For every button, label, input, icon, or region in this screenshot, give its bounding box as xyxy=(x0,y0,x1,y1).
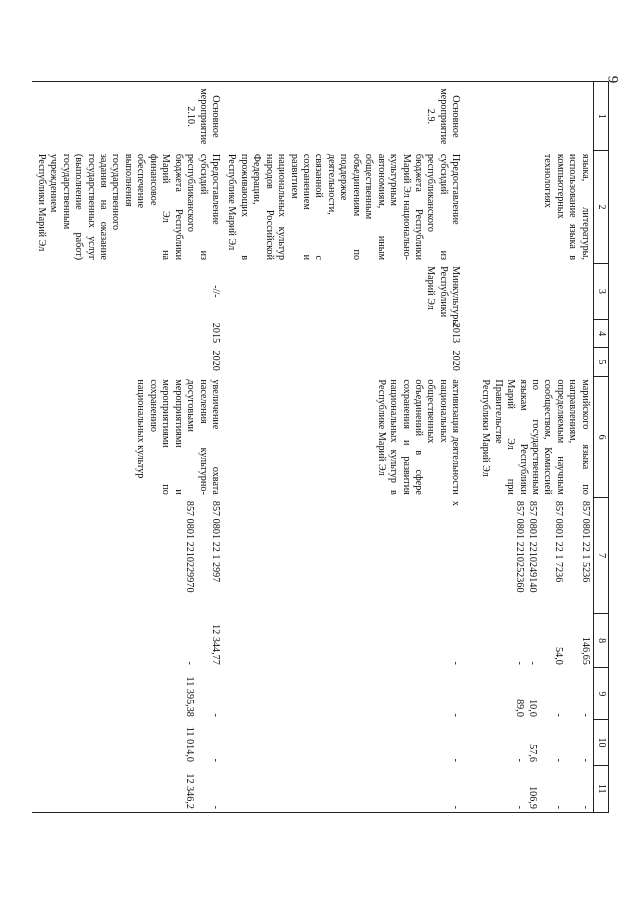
measure-description: языка, литературы, использование языка в компьютерных технологиях xyxy=(463,151,593,263)
column-header: 1 xyxy=(593,82,608,151)
budget-code: x xyxy=(450,500,462,506)
measure-number: Основное мероприятие 2.9. xyxy=(223,82,463,151)
amount-value: - xyxy=(579,713,591,717)
document-table-wrapper xyxy=(35,81,609,813)
amount-value: - xyxy=(514,758,526,762)
amount-value: - xyxy=(526,661,538,665)
table-row xyxy=(32,82,223,813)
amount-value: 89,0 xyxy=(514,699,526,717)
amount-value: - xyxy=(183,661,195,665)
amount-cell xyxy=(463,720,593,765)
amount-cell xyxy=(463,765,593,813)
amount-value: 12 346,2 xyxy=(183,773,195,809)
amount-value: - xyxy=(210,713,221,717)
column-header: 10 xyxy=(593,720,608,765)
column-header: 5 xyxy=(593,348,608,377)
amount-value: - xyxy=(579,758,591,762)
column-header: 11 xyxy=(593,765,608,813)
amount-value: - xyxy=(553,805,565,809)
end-year: 2020 xyxy=(210,350,221,371)
page-number: 9 xyxy=(604,75,621,84)
column-header: 8 xyxy=(593,614,608,668)
measure-description: Предоставление субсидий из республиканского бюджета Республики Марий Эл национально-культурным автономиям, иным общественным объединениям по поддержке деятельности, связанной с сохранением и развитием национальных культур народов Российской Федерации, проживающих в Республике Марий Эл xyxy=(226,153,462,261)
program-measures-table xyxy=(32,81,609,813)
amount-cell xyxy=(32,614,223,668)
column-header: 2 xyxy=(593,151,608,263)
amount-value: 106,9 xyxy=(526,786,538,809)
amount-value: 10,0 xyxy=(526,699,538,717)
measure-number xyxy=(463,82,593,151)
amount-value: - xyxy=(450,661,462,665)
budget-code-cell xyxy=(32,498,223,614)
budget-code: 857 0801 2210252360 xyxy=(514,500,526,593)
responsible-executor: -//- xyxy=(210,285,221,298)
amount-cell xyxy=(32,668,223,720)
end-year xyxy=(463,348,593,377)
budget-code: 857 0801 22 1 7236 xyxy=(553,500,565,583)
responsible-executor: Минкультуры Республики Марий Эл xyxy=(425,266,462,327)
measure-number: Основное мероприятие 2.10. xyxy=(32,82,223,151)
amount-value: - xyxy=(553,758,565,762)
column-header: 4 xyxy=(593,320,608,348)
amount-value: 12 344,77 xyxy=(210,624,221,665)
amount-value: - xyxy=(450,713,462,717)
budget-code-cell xyxy=(463,498,593,614)
amount-cell xyxy=(32,765,223,813)
amount-value: - xyxy=(450,758,462,762)
amount-cell xyxy=(32,720,223,765)
amount-value: 11 014,0 xyxy=(183,726,195,762)
amount-value: 57,6 xyxy=(526,744,538,762)
start-year xyxy=(463,320,593,348)
amount-value: 146,65 xyxy=(579,636,591,665)
budget-code: 857 0801 2210249140 xyxy=(526,500,538,593)
amount-cell xyxy=(463,668,593,720)
amount-value: - xyxy=(210,758,221,762)
amount-cell xyxy=(463,614,593,668)
responsible-executor xyxy=(463,263,593,320)
budget-code: 857 0801 2210229970 xyxy=(183,500,195,593)
table-row xyxy=(223,82,463,813)
start-year: 2013 xyxy=(450,322,462,344)
table-row xyxy=(463,82,593,813)
column-header: 7 xyxy=(593,498,608,614)
amount-value: - xyxy=(514,805,526,809)
budget-code: 857 0801 22 1 2997 xyxy=(210,500,221,583)
column-header: 6 xyxy=(593,376,608,497)
column-header: 3 xyxy=(593,263,608,320)
budget-code: 857 0801 22 1 5236 xyxy=(579,500,591,583)
column-header: 9 xyxy=(593,668,608,720)
amount-value: - xyxy=(210,805,221,809)
amount-value: - xyxy=(223,765,463,813)
amount-value: - xyxy=(553,713,565,717)
expected-result: активизация деятельности национальных общественных объединений в сфере сохранения и развития национальных культур в Республике Марий Эл xyxy=(375,379,462,495)
start-year: 2015 xyxy=(210,322,221,344)
end-year: 2020 xyxy=(450,350,462,371)
amount-value: 11 395,38 xyxy=(183,676,195,717)
expected-result xyxy=(463,376,593,497)
amount-value: - xyxy=(579,805,591,809)
expected-result: увеличение охвата населения культурно-досуговыми мероприятиями и мероприятиями по сохранению национальных культур xyxy=(135,379,221,495)
measure-description: Предоставление субсидий из республиканского бюджета Республики Марий Эл на финансовое обеспечение выполнения государственного задания на оказание государственных услуг (выполнение работ) государственным учреждением Республики Марий Эл xyxy=(35,153,221,261)
column-number-row xyxy=(593,82,608,813)
expected-result-text: марийского языка по направлениям, определяемым научным сообществом, Комиссией по государственным языкам Республики Марий Эл при Правительстве Республики Марий Эл xyxy=(480,379,591,495)
amount-value: - xyxy=(514,661,526,665)
amount-value: 54,0 xyxy=(553,647,565,665)
